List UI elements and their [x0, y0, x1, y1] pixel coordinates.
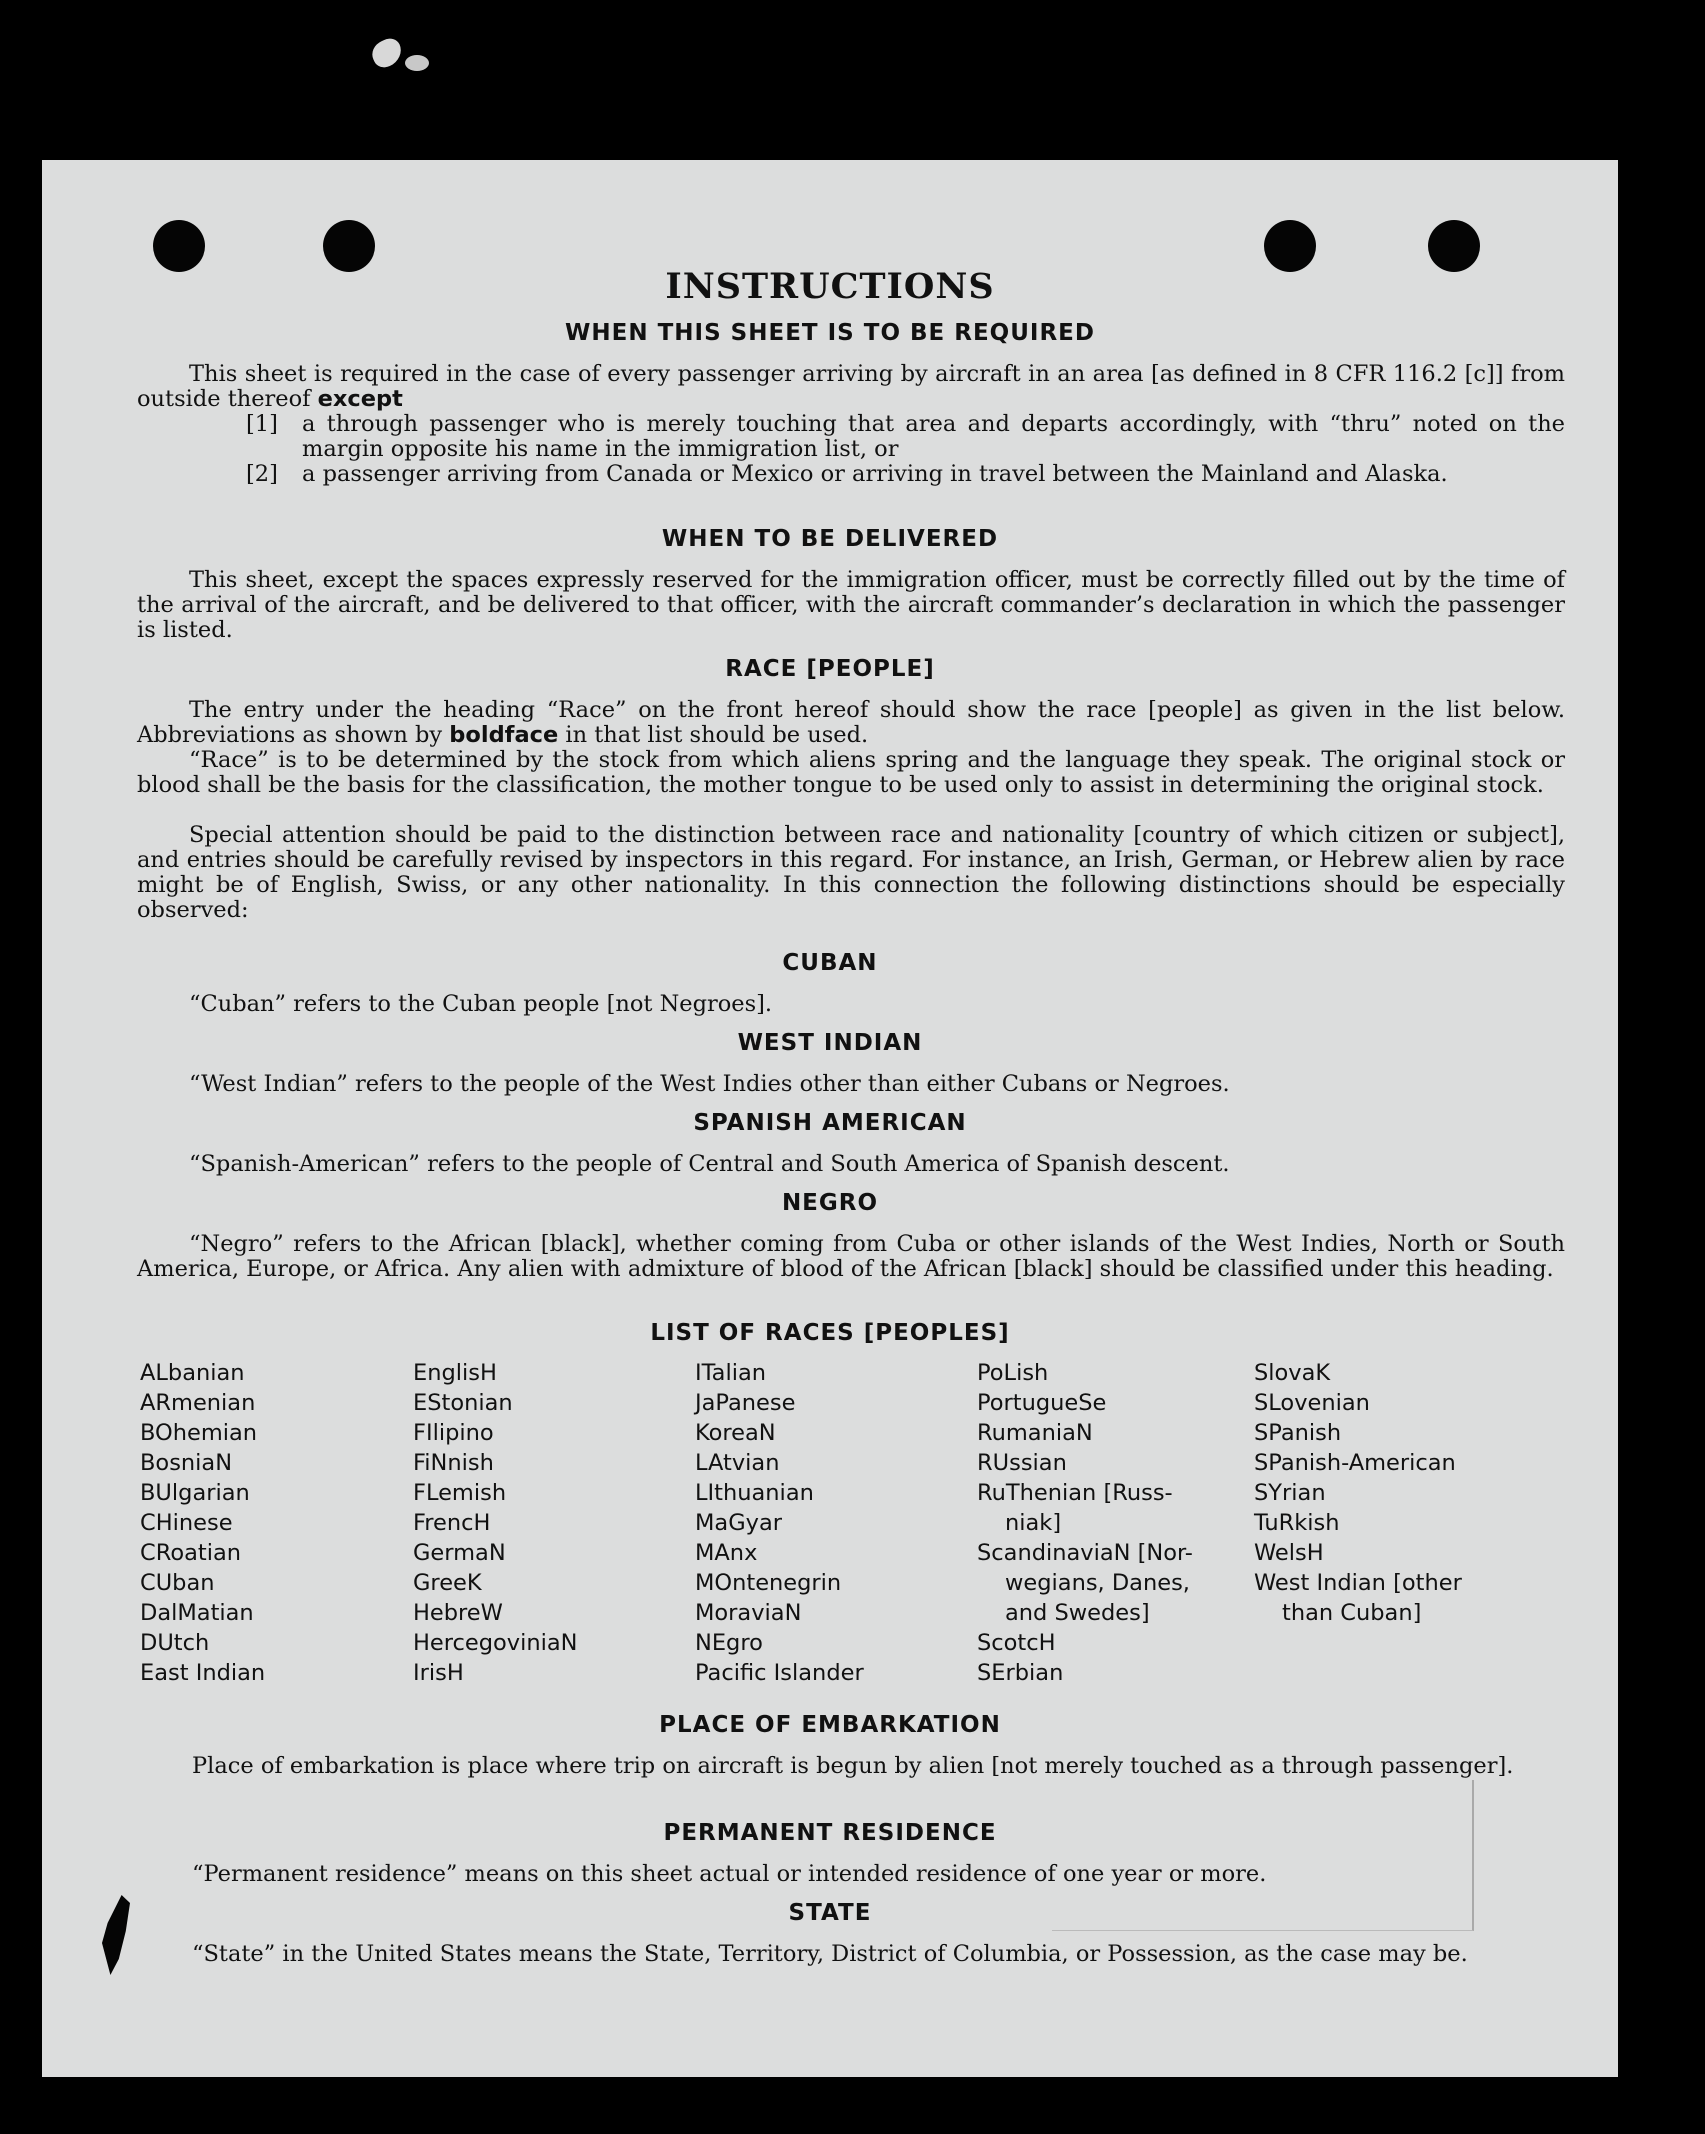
heading-list-of-races: LIST OF RACES [PEOPLES]	[650, 1320, 1010, 1346]
race-item: BUlgarian	[140, 1480, 250, 1506]
race-item: ScotcH	[977, 1630, 1056, 1656]
race-column-4	[977, 1358, 1193, 1688]
paragraph-race-3: Special attention should be paid to the distinction between race and nationality [country of which citizen or subject], and entries should be carefully revised by inspectors in this regard. For instance, an Irish, German, or Hebrew alien by race might be of English, Swiss, or any other nationality. In this connection the following distinctions should be especially observed:	[137, 822, 1565, 923]
race-item: BOhemian	[140, 1420, 258, 1446]
heading-spanish-american: SPANISH AMERICAN	[693, 1110, 967, 1136]
race-item: TuRkish	[1254, 1510, 1340, 1536]
race-item: MOntenegrin	[695, 1570, 842, 1596]
heading-state: STATE	[788, 1900, 872, 1926]
race-item: ARmenian	[140, 1390, 256, 1416]
race-item: SPanish	[1254, 1420, 1342, 1446]
race-item: ITalian	[695, 1360, 766, 1386]
race-item: HercegoviniaN	[413, 1630, 578, 1656]
race-column-2	[413, 1358, 577, 1688]
race-item: JaPanese	[695, 1390, 796, 1416]
race-item: MoraviaN	[695, 1600, 802, 1626]
paragraph-delivered: This sheet, except the spaces expressly reserved for the immigration officer, must be correctly filled out by the time of the arrival of the aircraft, and be delivered to that officer, with the aircraft commander’s declaration in which the passenger is listed.	[137, 567, 1565, 643]
race-item: HebreW	[413, 1600, 503, 1626]
exception-item-2: [2] a passenger arriving from Canada or Mexico or arriving in travel between the Mainland and Alaska.	[246, 461, 1448, 487]
race-item: SLovenian	[1254, 1390, 1370, 1416]
race-item: DUtch	[140, 1630, 210, 1656]
race-item: NEgro	[695, 1630, 763, 1656]
heading-when-delivered: WHEN TO BE DELIVERED	[661, 526, 999, 552]
punch-hole	[1428, 220, 1480, 272]
race-item: SErbian	[977, 1660, 1064, 1686]
race-item: niak]	[1005, 1510, 1062, 1536]
race-item: RumaniaN	[977, 1420, 1093, 1446]
race-item: and Swedes]	[1005, 1600, 1150, 1626]
race-item: FLemish	[413, 1480, 507, 1506]
race-item: DalMatian	[140, 1600, 254, 1626]
heading-when-required: WHEN THIS SHEET IS TO BE REQUIRED	[565, 320, 1095, 346]
race-column-3	[695, 1358, 864, 1688]
race-item: KoreaN	[695, 1420, 776, 1446]
race-item: than Cuban]	[1282, 1600, 1422, 1626]
race-item: GermaN	[413, 1540, 506, 1566]
race-item: Pacific Islander	[695, 1660, 864, 1686]
race-item: West Indian [other	[1254, 1570, 1462, 1596]
bold-except: except	[317, 386, 403, 412]
race-item: PoLish	[977, 1360, 1049, 1386]
paragraph-west-indian: “West Indian” refers to the people of the West Indies other than either Cubans or Negroes.	[189, 1071, 1230, 1097]
race-item: wegians, Danes,	[1005, 1570, 1190, 1596]
race-item: MAnx	[695, 1540, 758, 1566]
race-item: SlovaK	[1254, 1360, 1331, 1386]
race-item: RUssian	[977, 1450, 1067, 1476]
document-page	[42, 160, 1618, 2077]
race-item: BosniaN	[140, 1450, 233, 1476]
paragraph-negro: “Negro” refers to the African [black], whether coming from Cuba or other islands of the West Indies, North or South America, Europe, or Africa. Any alien with admixture of blood of the African [black] should be classified under this heading.	[137, 1231, 1565, 1282]
heading-west-indian: WEST INDIAN	[737, 1030, 923, 1056]
heading-residence: PERMANENT RESIDENCE	[663, 1820, 997, 1846]
race-item: FiNnish	[413, 1450, 494, 1476]
paragraph-required: This sheet is required in the case of every passenger arriving by aircraft in an area [as defined in 8 CFR 116.2 [c]] from outside thereof except	[137, 361, 1565, 412]
paragraph-embarkation: Place of embarkation is place where trip on aircraft is begun by alien [not merely touched as a through passenger].	[192, 1753, 1514, 1779]
race-item: GreeK	[413, 1570, 482, 1596]
heading-race: RACE [PEOPLE]	[725, 656, 935, 682]
race-item: MaGyar	[695, 1510, 782, 1536]
exception-item-1: [1] a through passenger who is merely touching that area and departs accordingly, with “thru” noted on the margin opposite his name in the immigration list, or	[246, 411, 1565, 462]
paragraph-race-1: The entry under the heading “Race” on the front hereof should show the race [people] as given in the list below. Abbreviations as shown by boldface in that list should be used.	[137, 697, 1565, 748]
paragraph-cuban: “Cuban” refers to the Cuban people [not Negroes].	[189, 991, 773, 1017]
page-title: INSTRUCTIONS	[665, 266, 995, 307]
race-item: FrencH	[413, 1510, 491, 1536]
heading-cuban: CUBAN	[782, 950, 878, 976]
race-item: PortugueSe	[977, 1390, 1107, 1416]
race-item: RuThenian [Russ-	[977, 1480, 1173, 1506]
race-item: CUban	[140, 1570, 215, 1596]
race-item: EStonian	[413, 1390, 513, 1416]
punch-hole	[1264, 220, 1316, 272]
edge-blot	[368, 35, 406, 71]
punch-hole	[153, 220, 205, 272]
race-item: CRoatian	[140, 1540, 242, 1566]
race-column-5	[1254, 1358, 1462, 1628]
race-item: WelsH	[1254, 1540, 1324, 1566]
edge-blot	[405, 55, 429, 71]
race-item: SYrian	[1254, 1480, 1326, 1506]
race-item: CHinese	[140, 1510, 233, 1536]
paragraph-race-2: “Race” is to be determined by the stock from which aliens spring and the language they speak. The original stock or blood shall be the basis for the classification, the mother tongue to be used only to assist in determining the original stock.	[137, 747, 1565, 798]
race-item: IrisH	[413, 1660, 464, 1686]
paragraph-state: “State” in the United States means the State, Territory, District of Columbia, or Possession, as the case may be.	[192, 1941, 1468, 1967]
punch-hole	[323, 220, 375, 272]
race-item: LIthuanian	[695, 1480, 814, 1506]
heading-embarkation: PLACE OF EMBARKATION	[659, 1712, 1001, 1738]
race-item: EnglisH	[413, 1360, 497, 1386]
heading-negro: NEGRO	[781, 1190, 879, 1216]
race-item: FIlipino	[413, 1420, 494, 1446]
race-item: LAtvian	[695, 1450, 780, 1476]
paragraph-spanish-american: “Spanish-American” refers to the people of Central and South America of Spanish descent.	[189, 1151, 1230, 1177]
race-item: ScandinaviaN [Nor-	[977, 1540, 1193, 1566]
paragraph-residence: “Permanent residence” means on this sheet actual or intended residence of one year or more.	[192, 1861, 1267, 1887]
race-column-1	[140, 1358, 265, 1688]
race-item: ALbanian	[140, 1360, 245, 1386]
race-item: East Indian	[140, 1660, 266, 1686]
race-item: SPanish-American	[1254, 1450, 1456, 1476]
